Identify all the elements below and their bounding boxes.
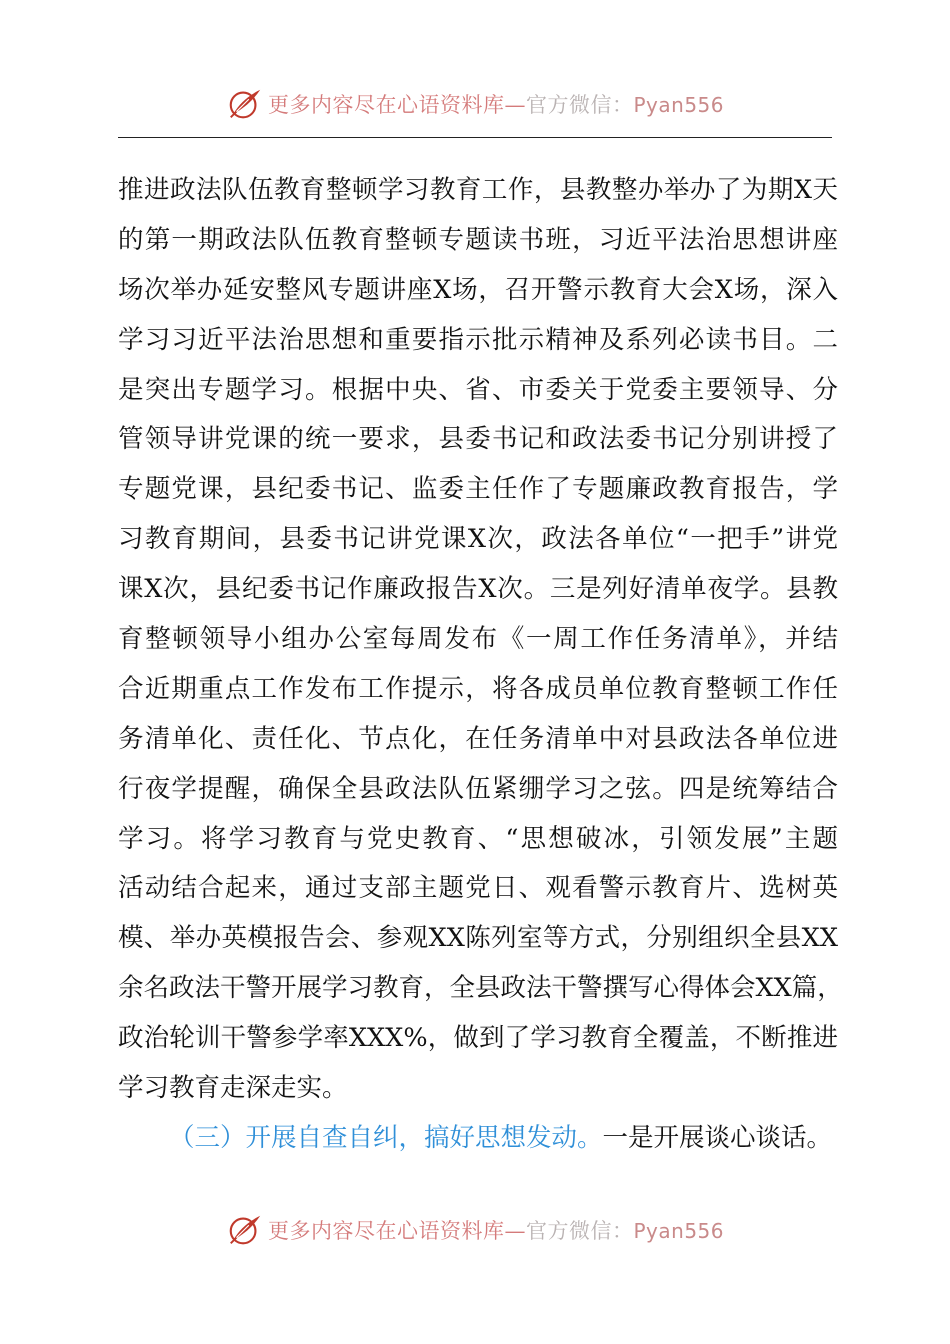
header-divider [118, 137, 832, 138]
paragraph-line: 活动结合起来，通过支部主题党日、观看警示教育片、选树英 [118, 873, 838, 904]
paragraph-line: 学习。将学习教育与党史教育、“思想破冰，引领发展”主题 [118, 823, 838, 854]
section-line [118, 1114, 838, 1164]
header-banner [0, 82, 950, 126]
document-body [118, 166, 843, 1164]
paragraph-line: 行夜学提醒，确保全县政法队伍紧绷学习之弦。四是统筹结合 [118, 773, 838, 804]
footer-banner [0, 1208, 950, 1252]
footer-wechat-id: Pyan556 [633, 1219, 724, 1243]
header-wechat-label: 官方微信： [525, 93, 634, 117]
paragraph-line: 场次举办延安整风专题讲座X场，召开警示教育大会X场，深入 [118, 274, 838, 305]
footer-separator: — [504, 1219, 526, 1243]
paragraph-line: 余名政法干警开展学习教育，全县政法干警撰写心得体会XX篇， [118, 973, 843, 1004]
paragraph-line: 专题党课，县纪委书记、监委主任作了专题廉政教育报告，学 [118, 474, 838, 505]
paragraph-line: 习教育期间，县委书记讲党课X次，政法各单位“一把手”讲党 [118, 524, 838, 555]
paragraph-line: 模、举办英模报告会、参观XX陈列室等方式，分别组织全县XX [118, 923, 838, 954]
paragraph-line: 课X次，县纪委书记作廉政报告X次。三是列好清单夜学。县教 [118, 574, 838, 605]
paragraph-line: 育整顿领导小组办公室每周发布《一周工作任务清单》，并结 [118, 624, 838, 655]
section-heading: （三）开展自查自纠，搞好思想发动。 [169, 1122, 603, 1153]
paragraph-line: 是突出专题学习。根据中央、省、市委关于党委主要领导、分 [118, 374, 838, 405]
quill-logo-icon [226, 85, 264, 123]
paragraph-line: 推进政法队伍教育整顿学习教育工作，县教整办举办了为期X天 [118, 175, 838, 205]
paragraph-line: 管领导讲党课的统一要求，县委书记和政法委书记分别讲授了 [118, 424, 838, 455]
quill-logo-icon [226, 1211, 264, 1249]
header-brand-text [268, 89, 724, 119]
section-text: 一是开展谈心谈话。 [602, 1122, 833, 1153]
paragraph-line: 学习教育走深走实。 [118, 1073, 348, 1104]
paragraph-line: 合近期重点工作发布工作提示，将各成员单位教育整顿工作任 [118, 673, 838, 704]
footer-brand: 更多内容尽在心语资料库 [267, 1219, 505, 1243]
footer-wechat-label: 官方微信： [525, 1219, 634, 1243]
header-separator: — [504, 93, 526, 117]
paragraph-line: 务清单化、责任化、节点化，在任务清单中对县政法各单位进 [118, 723, 838, 754]
header-wechat-id: Pyan556 [633, 93, 724, 117]
paragraph-line: 的第一期政法队伍教育整顿专题读书班，习近平法治思想讲座 [118, 224, 838, 255]
header-brand: 更多内容尽在心语资料库 [267, 93, 505, 117]
footer-brand-text [268, 1215, 724, 1245]
paragraph-line: 学习习近平法治思想和重要指示批示精神及系列必读书目。二 [118, 324, 838, 355]
paragraph-line: 政治轮训干警参学率XXX%，做到了学习教育全覆盖，不断推进 [118, 1023, 838, 1054]
